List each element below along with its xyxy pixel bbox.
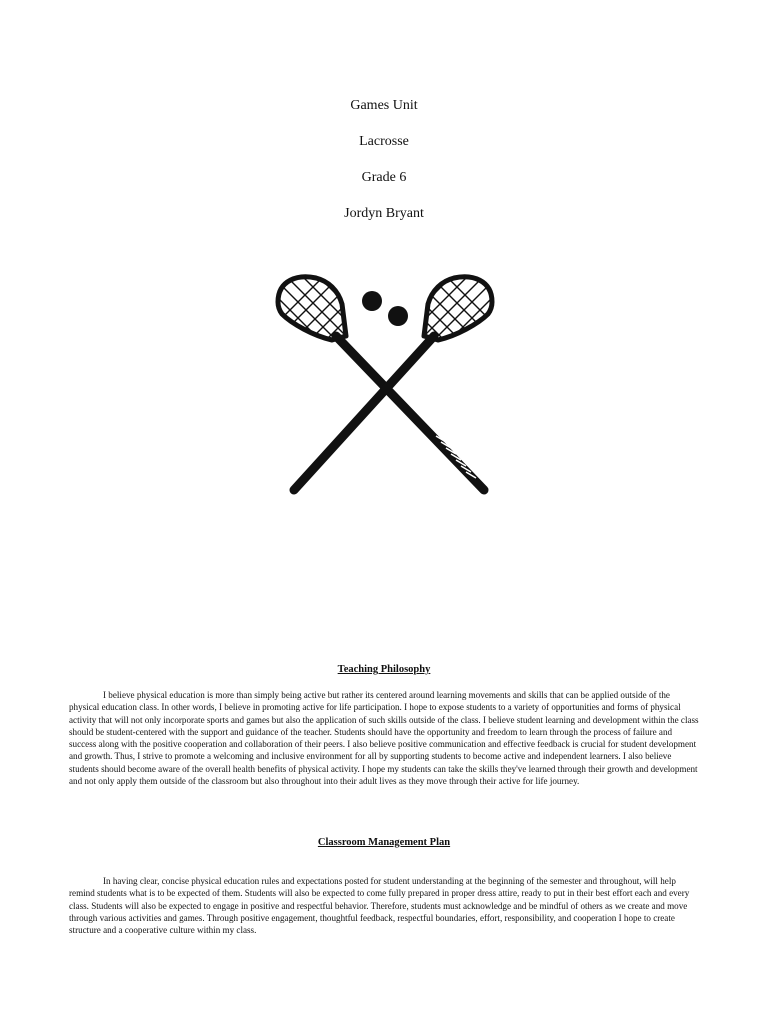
unit-title: Games Unit	[350, 98, 418, 113]
lacrosse-sticks-illustration	[270, 270, 500, 502]
lacrosse-ball	[388, 306, 408, 326]
teaching-philosophy-body: I believe physical education is more than simply being active but rather its centered around learning movements and skills that can be applied outside of the physical education class. In other words, I believe in promoting active for life participation. I hope to expose students to a variety of opportunities and forms of physical activity that will not only incorporate sports and games but also the application of such skills outside of the class. I believe student learning and development within the class should be student-centered with the support and guidance of the teacher. Students should have the opportunity and freedom to learn through the process of failure and success along with the positive cooperation and collaboration of their peers. I also believe positive communication and effective feedback is crucial for student development and growth. Thus, I strive to promote a welcoming and inclusive environment for all by supporting students to become active and independent learners. I also believe students should become aware of the overall health benefits of physical activity. I hope my students can take the skills they've learned through their growth and development and not only apply them outside of the classroom but also throughout into their adult lives as they move through their active for life journey.	[69, 690, 699, 786]
classroom-management-heading: Classroom Management Plan	[317, 837, 451, 848]
sport-title: Lacrosse	[359, 134, 409, 149]
author-name: Jordyn Bryant	[344, 206, 424, 221]
left-stick-head	[270, 270, 366, 350]
classroom-management-body: In having clear, concise physical education rules and expectations posted for student understanding at the beginning of the semester and throughout, will help remind students what is to be expected of them. Students will also be expected to come fully prepared in proper dress attire, ready to put in their best effort each and every class. Students will also be expected to engage in positive and respectful behavior. Therefore, students must acknowledge and be mindful of others as we create and move through various activities and games. Through positive engagement, thoughtful feedback, respectful boundaries, effort, responsibility, and cooperation I hope to create structure and a cooperative culture within my class.	[69, 876, 690, 935]
lacrosse-ball	[362, 291, 382, 311]
right-stick-grip	[436, 436, 476, 478]
teaching-philosophy-heading: Teaching Philosophy	[337, 664, 431, 675]
right-stick-head	[404, 270, 500, 350]
grade-title: Grade 6	[361, 170, 407, 185]
